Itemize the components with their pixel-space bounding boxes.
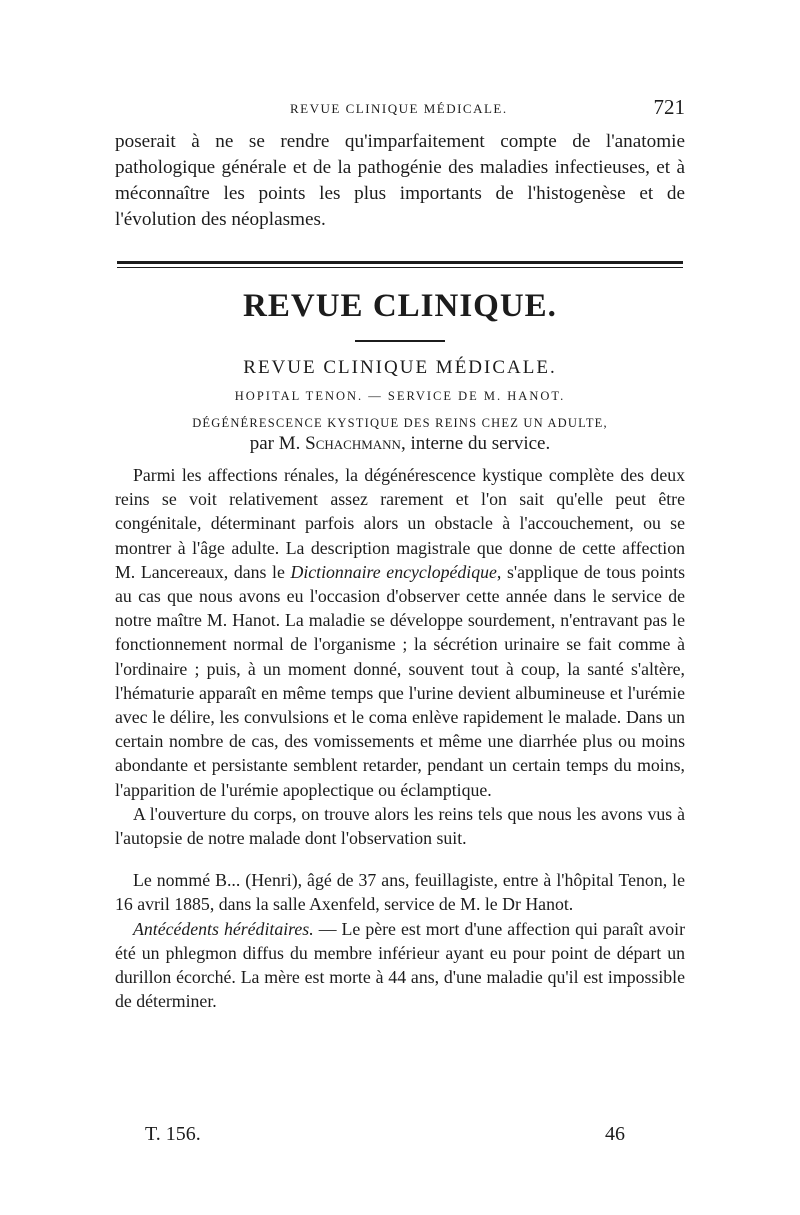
- author-byline: [115, 433, 685, 455]
- running-title: REVUE CLINIQUE MÉDICALE.: [290, 101, 508, 116]
- page-number: 721: [653, 95, 685, 119]
- antecedents-text: — Le père est mort d'une affection qui paraît avoir été un phlegmon diffus du membre inférieur ayant eu pour point de départ un durillon écorché. La mère est morte à 44 ans, d'une maladie qu'il est impossible de déterminer.: [115, 918, 686, 1012]
- subsection-title: REVUE CLINIQUE MÉDICALE.: [243, 357, 557, 378]
- hospital-service-line: HOPITAL TENON. — SERVICE DE M. HANOT.: [234, 389, 566, 403]
- byline-prefix: par M.: [249, 433, 301, 454]
- paragraph-1-text-a: Parmi les affections rénales, la dégénérescence kystique complète des deux reins se voit relativement assez rarement et l'on sait qu'elle peut être congénitale, déterminant parfois alors un obstacle à l'accouchement, ou se montrer à l'âge adulte. La description magistrale que donne de cette affection M. Lancereaux, dans le: [115, 465, 685, 582]
- observation-paragraph: Le nommé B... (Henri), âgé de 37 ans, feuillagiste, entre à l'hôpital Tenon, le 16 avril 1885, dans la salle Axenfeld, service de M. le Dr Hanot.: [115, 870, 685, 915]
- intro-paragraph: poserait à ne se rendre qu'imparfaitement compte de l'anatomie pathologique générale et de la pathogénie des maladies infectieuses, et à méconnaître les points les plus importants de l'histogenèse et de l'évolution des néoplasmes.: [115, 131, 685, 230]
- paragraph-1-text-b: , s'applique de tous points au cas que nous avons eu l'occasion d'observer cette année dans le service de notre maître M. Hanot. La maladie se développe sourdement, n'entravant pas le fonctionnement normal de l'organisme ; la sécrétion urinaire se fait comme à l'ordinaire ; puis, à un moment donné, souvent tout à coup, la santé s'altère, l'hématurie apparaît en même temps que l'urine devient albumineuse et l'urémie avec le délire, les convulsions et le coma enlève rapidement le malade. Dans un certain nombre de cas, des vomissements et même une diarrhée plus ou moins abondante et persistante semblent retarder, pendant un certain temps du moins, l'apparition de l'urémie apoplectique ou éclamptique.: [115, 561, 686, 800]
- antecedents-label: Antécédents héréditaires.: [133, 918, 314, 939]
- document-page: [115, 95, 685, 1013]
- body-paragraph-2: A l'ouverture du corps, on trouve alors les reins tels que nous les avons vus à l'autopsie de notre malade dont l'observation suit.: [115, 803, 685, 849]
- section-title: REVUE CLINIQUE.: [243, 288, 557, 324]
- body-paragraph-1: [115, 463, 685, 802]
- byline-suffix: , interne du service.: [400, 433, 551, 454]
- dictionary-title: Dictionnaire encyclopédique: [290, 561, 497, 582]
- running-head: [115, 95, 685, 129]
- volume-number: T. 156.: [145, 1123, 201, 1145]
- paragraph-gap: [115, 850, 685, 868]
- hereditary-antecedents-paragraph: [115, 917, 685, 1014]
- title-underline: [355, 340, 445, 342]
- section-divider: [117, 261, 683, 268]
- author-name: Schachmann: [305, 433, 401, 454]
- article-title: DÉGÉNÉRESCENCE KYSTIQUE DES REINS CHEZ UN ADULTE,: [192, 416, 608, 430]
- signature-mark: 46: [605, 1123, 625, 1145]
- page-footer: [145, 1123, 625, 1153]
